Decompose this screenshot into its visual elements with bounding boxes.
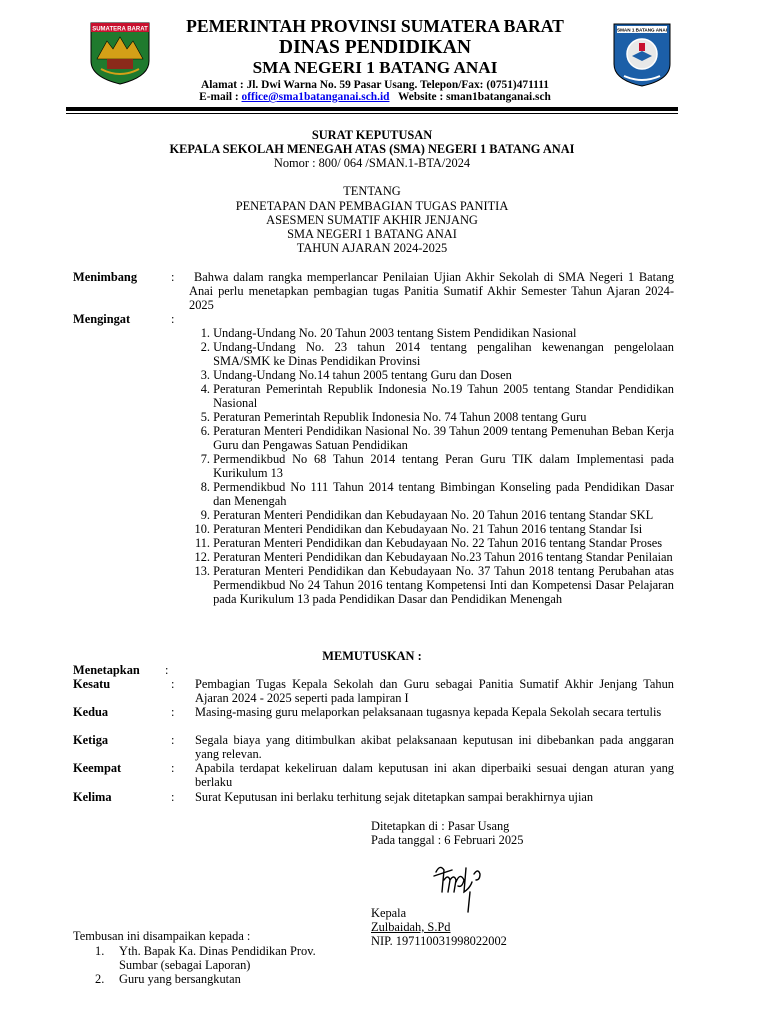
mengingat-item-number: 1.: [200, 326, 210, 340]
menimbang-text: Bahwa dalam rangka memperlancar Penilaian Ujian Akhir Sekolah di SMA Negeri 1 Batang Anai perlu menetapkan pembagian tugas Panitia Sumatif Akhir Semester Tahun Ajaran 2024-2025: [189, 270, 674, 312]
mengingat-item-text: Undang-Undang No. 20 Tahun 2003 tentang Sistem Pendidikan Nasional: [213, 326, 577, 340]
mengingat-item-number: 7.: [200, 452, 210, 466]
tentang-line-2: ASESMEN SUMATIF AKHIR JENJANG: [266, 213, 478, 227]
mengingat-colon: :: [171, 312, 175, 326]
mengingat-item-text: Peraturan Menteri Pendidikan dan Kebudayaan No. 20 Tahun 2016 tentang Standar SKL: [213, 508, 654, 522]
kedua-label: Kedua: [73, 705, 109, 719]
tentang-line-3: SMA NEGERI 1 BATANG ANAI: [287, 227, 457, 241]
header-address: Alamat : Jl. Dwi Warna No. 59 Pasar Usang. Telepon/Fax: (0751)471111: [201, 79, 549, 91]
penetapan-jabatan: Kepala: [371, 906, 407, 920]
mengingat-item-number: 9.: [200, 508, 210, 522]
mengingat-item-text: Peraturan Pemerintah Republik Indonesia No.19 Tahun 2005 tentang Standar Pendidikan Nasional: [213, 382, 674, 410]
mengingat-item: [180, 326, 674, 340]
tembusan-number: 1.: [95, 944, 105, 958]
mengingat-item-text: Peraturan Pemerintah Republik Indonesia No. 74 Tahun 2008 tentang Guru: [213, 410, 587, 424]
mengingat-item-text: Undang-Undang No.14 tahun 2005 tentang Guru dan Dosen: [213, 368, 512, 382]
kesatu-text: Pembagian Tugas Kepala Sekolah dan Guru sebagai Panitia Sumatif Akhir Jenjang Tahun Ajaran 2024 - 2025 seperti pada lampiran I: [195, 677, 674, 705]
mengingat-item: [180, 480, 674, 508]
mengingat-item-text: Peraturan Menteri Pendidikan Nasional No. 39 Tahun 2009 tentang Pemenuhan Beban Kerja Guru dan Pengawas Satuan Pendidikan: [213, 424, 674, 452]
mengingat-item: [180, 340, 674, 368]
mengingat-item: [180, 410, 674, 424]
header-contact: [150, 91, 600, 104]
email-label: E-mail :: [199, 91, 242, 103]
mengingat-item-text: Peraturan Menteri Pendidikan dan Kebudayaan No.23 Tahun 2016 tentang Standar Penilaian: [213, 550, 673, 564]
mengingat-item: [180, 564, 674, 606]
decree-issuer: KEPALA SEKOLAH MENEGAH ATAS (SMA) NEGERI 1 BATANG ANAI: [169, 142, 575, 156]
mengingat-item-number: 3.: [200, 368, 210, 382]
logo-right-caption: SMAN 1 BATANG ANAI: [617, 27, 667, 33]
mengingat-item-number: 11.: [194, 536, 210, 550]
kesatu-label: Kesatu: [73, 677, 111, 691]
province-emblem-logo: [89, 21, 151, 85]
mengingat-item-text: Peraturan Menteri Pendidikan dan Kebudayaan No. 37 Tahun 2018 tentang Perubahan atas Permendikbud No 24 Tahun 2016 tentang Kompetensi Inti dan Kompetensi Dasar Pelajaran pada Kurikulum 13 pada Pendidikan Dasar dan Pendidikan Menengah: [213, 564, 674, 606]
mengingat-item: [180, 424, 674, 452]
mengingat-item: [180, 382, 674, 410]
mengingat-item: [180, 536, 674, 550]
menimbang-colon: :: [171, 270, 175, 284]
letterhead-rule-thick: [66, 107, 678, 111]
keempat-colon: :: [171, 761, 175, 775]
tembusan-item-line: Guru yang bersangkutan: [119, 972, 241, 986]
mengingat-item: [180, 522, 674, 536]
mengingat-list: [180, 326, 674, 606]
logo-left-caption: SUMATERA BARAT: [92, 26, 148, 33]
mengingat-item: [180, 368, 674, 382]
tentang-heading: TENTANG: [343, 184, 401, 198]
signature-image: [430, 858, 490, 914]
mengingat-item-number: 12.: [194, 550, 210, 564]
kedua-text: Masing-masing guru melaporkan pelaksanaan tugasnya kepada Kepala Sekolah secara tertulis: [195, 705, 662, 719]
kelima-label: Kelima: [73, 790, 112, 804]
menetapkan-label: Menetapkan: [73, 663, 140, 677]
website-text: Website : sman1batanganai.sch: [398, 91, 551, 103]
mengingat-item-number: 4.: [200, 382, 210, 396]
penetapan-nip: NIP. 197110031998022002: [371, 934, 507, 948]
tembusan-heading: Tembusan ini disampaikan kepada :: [73, 929, 251, 943]
kelima-colon: :: [171, 790, 175, 804]
keempat-text: Apabila terdapat kekeliruan dalam keputusan ini akan diperbaiki sesuai dengan aturan yang berlaku: [195, 761, 674, 789]
mengingat-item-text: Permendikbud No 68 Tahun 2014 tentang Peran Guru TIK dalam Implementasi pada Kurikulum 13: [213, 452, 674, 480]
kedua-colon: :: [171, 705, 175, 719]
kelima-text: Surat Keputusan ini berlaku terhitung sejak ditetapkan sampai berakhirnya ujian: [195, 790, 594, 804]
mengingat-item-text: Permendikbud No 111 Tahun 2014 tentang Bimbingan Konseling pada Pendidikan Dasar dan Menengah: [213, 480, 674, 508]
header-school-name: SMA NEGERI 1 BATANG ANAI: [252, 58, 498, 77]
penetapan-tanggal: Pada tanggal : 6 Februari 2025: [371, 833, 524, 847]
mengingat-item-number: 2.: [200, 340, 210, 354]
mengingat-item-number: 5.: [200, 410, 210, 424]
penetapan-tempat: Ditetapkan di : Pasar Usang: [371, 819, 510, 833]
ketiga-text: Segala biaya yang ditimbulkan akibat pelaksanaan keputusan ini dibebankan pada anggaran yang relevan.: [195, 733, 674, 761]
mengingat-label: Mengingat: [73, 312, 131, 326]
header-government: PEMERINTAH PROVINSI SUMATERA BARAT: [186, 16, 564, 36]
tentang-line-4: TAHUN AJARAN 2024-2025: [296, 241, 448, 255]
mengingat-item-number: 6.: [200, 424, 210, 438]
mengingat-item-text: Peraturan Menteri Pendidikan dan Kebudayaan No. 21 Tahun 2016 tentang Standar Isi: [213, 522, 643, 536]
mengingat-item-number: 10.: [194, 522, 210, 536]
keempat-label: Keempat: [73, 761, 122, 775]
mengingat-item-text: Peraturan Menteri Pendidikan dan Kebudayaan No. 22 Tahun 2016 tentang Standar Proses: [213, 536, 663, 550]
menetapkan-colon: :: [165, 663, 169, 677]
mengingat-item: [180, 508, 674, 522]
ketiga-label: Ketiga: [73, 733, 109, 747]
mengingat-item: [180, 550, 674, 564]
letterhead-rule-thin: [66, 113, 678, 114]
kesatu-colon: :: [171, 677, 175, 691]
decree-number: Nomor : 800/ 064 /SMAN.1-BTA/2024: [273, 156, 471, 170]
school-emblem-logo: [612, 22, 672, 87]
tembusan-number: 2.: [95, 972, 105, 986]
decree-title: SURAT KEPUTUSAN: [311, 128, 433, 142]
ketiga-colon: :: [171, 733, 175, 747]
memutuskan-heading: MEMUTUSKAN :: [322, 649, 422, 663]
mengingat-item-number: 13.: [194, 564, 210, 578]
email-link[interactable]: office@sma1batanganai.sch.id: [241, 91, 390, 103]
mengingat-item-text: Undang-Undang No. 23 tahun 2014 tentang pengalihan kewenangan pengelolaan SMA/SMK ke Dinas Pendidikan Provinsi: [213, 340, 674, 368]
header-department: DINAS PENDIDIKAN: [278, 37, 472, 58]
mengingat-item: [180, 452, 674, 480]
menimbang-label: Menimbang: [73, 270, 138, 284]
tentang-line-1: PENETAPAN DAN PEMBAGIAN TUGAS PANITIA: [235, 199, 509, 213]
mengingat-item-number: 8.: [200, 480, 210, 494]
tembusan-item-line: Sumbar (sebagai Laporan): [119, 958, 251, 972]
tembusan-item-line: Yth. Bapak Ka. Dinas Pendidikan Prov.: [119, 944, 316, 958]
penetapan-nama: Zulbaidah, S.Pd: [371, 920, 451, 934]
